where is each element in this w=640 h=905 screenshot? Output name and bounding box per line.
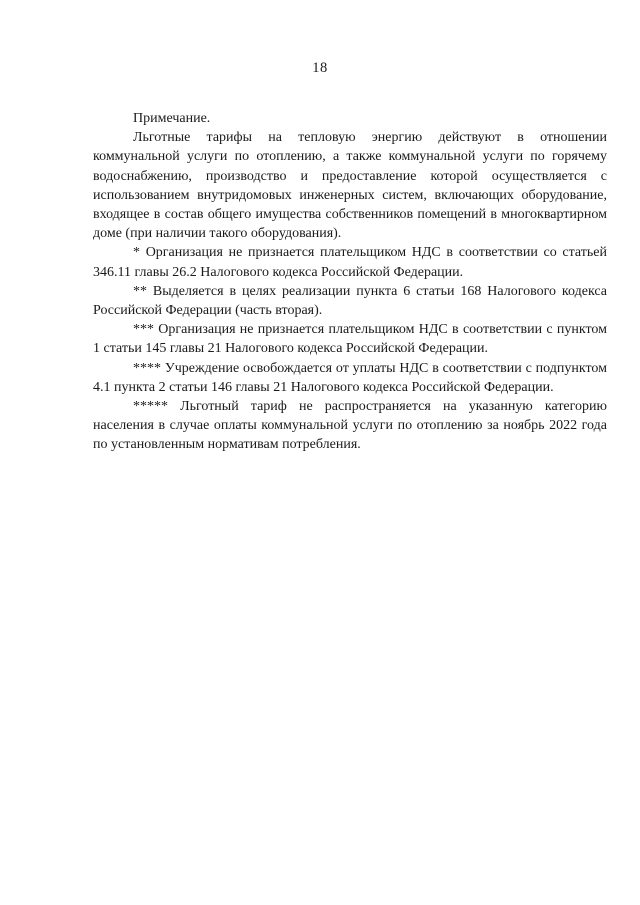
footnote-4: **** Учреждение освобождается от уплаты НДС в соответствии с подпунктом 4.1 пункта 2 статьи 146 главы 21 Налогового кодекса Российской Федерации. [93,360,607,395]
page-number: 18 [312,60,328,76]
footnote-2: ** Выделяется в целях реализации пункта 6 статьи 168 Налогового кодекса Российской Федерации (часть вторая). [93,283,607,319]
note-section [93,109,607,455]
footnote-5: ***** Льготный тариф не распространяется на указанную категорию населения в случае оплаты коммунальной услуги по отоплению за ноябрь 2022 года по установленным нормативам потребления. [93,399,607,453]
note-paragraph-tariffs: Льготные тарифы на тепловую энергию действуют в отношении коммунальной услуги по отоплению, а также коммунальной услуги по горячему водоснабжению, производство и предоставление которой осуществляется с использованием внутридомовых инженерных систем, включающих оборудование, входящее в состав общего имущества собственников помещений в многоквартирном доме (при наличии такого оборудования). [93,130,607,242]
footnote-1: * Организация не признается плательщиком НДС в соответствии со статьей 346.11 главы 26.2 Налогового кодекса Российской Федерации. [93,245,607,280]
note-heading: Примечание. [133,111,211,126]
footnote-3: *** Организация не признается плательщиком НДС в соответствии с пунктом 1 статьи 145 главы 21 Налогового кодекса Российской Федерации. [93,322,607,357]
